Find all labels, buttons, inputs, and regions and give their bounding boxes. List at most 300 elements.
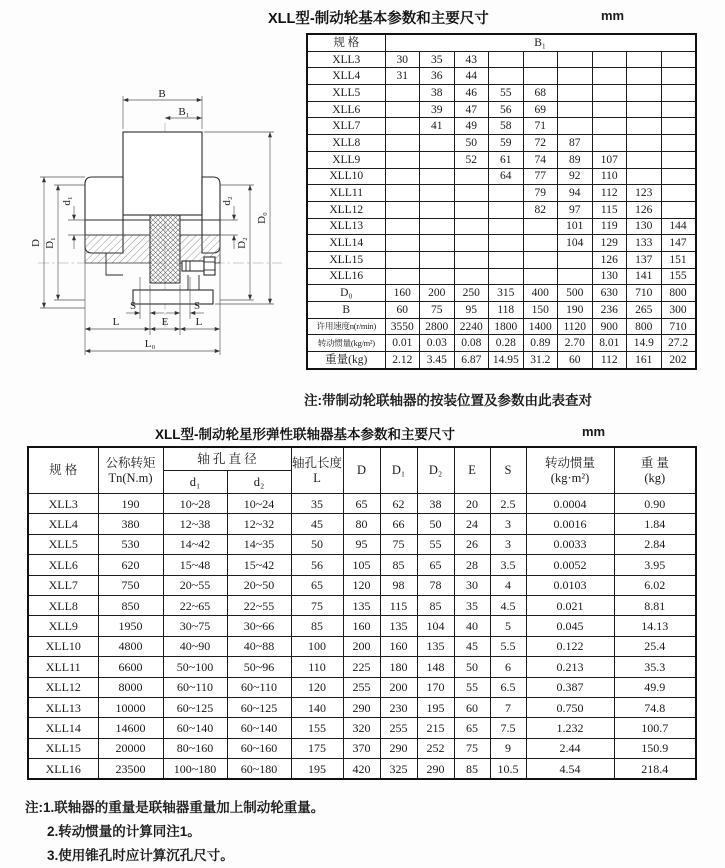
table1-row (307, 201, 696, 218)
t2-header-inertia-line2: (kg·m²) (550, 470, 590, 485)
table1-cell (489, 185, 524, 202)
dim-label-S-left: S (129, 300, 137, 312)
table1-cell (454, 268, 489, 285)
table1-cell (523, 251, 558, 268)
table2-cell: 6.5 (490, 677, 526, 697)
table2-cell: 0.0033 (526, 534, 614, 554)
table2-body (28, 494, 696, 780)
table2-cell: 115 (380, 595, 417, 615)
table1-cell: 50 (454, 135, 489, 152)
table2-cell: 14~35 (227, 534, 291, 554)
table1-cell (627, 51, 662, 68)
table2-cell: 105 (343, 555, 380, 575)
table1-row-label: B (307, 302, 385, 319)
table1-cell (523, 218, 558, 235)
elastic-element-section (150, 215, 180, 283)
table1-row (307, 235, 696, 252)
table1-row-label: XLL5 (307, 85, 385, 102)
table1-cell (661, 85, 696, 102)
table2-cell: 20~55 (163, 575, 227, 595)
table1-row-label: 重量(kg) (307, 352, 385, 369)
t2-header-D: D (343, 447, 380, 494)
t2-header-bore-length-line2: L (313, 470, 321, 485)
table2-cell: 66 (380, 514, 417, 534)
table2-cell: 200 (380, 677, 417, 697)
table1-unit-label: mm (601, 8, 625, 23)
table1-cell (489, 251, 524, 268)
table1-cell: 35 (420, 51, 455, 68)
table2-cell: 120 (291, 677, 343, 697)
table1-cell (661, 118, 696, 135)
table1-cell: 101 (558, 218, 593, 235)
t2-header-D1: D₁ (380, 447, 417, 494)
table2-cell: 100 (291, 636, 343, 656)
table2-cell: 255 (343, 677, 380, 697)
table1-cell (420, 235, 455, 252)
table1-cell: 800 (627, 318, 662, 335)
table2-cell: 218.4 (614, 759, 696, 780)
table1-cell (627, 68, 662, 85)
table1-cell: 38 (420, 85, 455, 102)
table2-cell: 325 (380, 759, 417, 780)
table2-cell: 5 (490, 616, 526, 636)
table2-cell: 38 (417, 494, 454, 514)
table2-row (28, 759, 696, 780)
table1-row (307, 68, 696, 85)
table1-cell: 160 (385, 285, 420, 302)
table2-cell: 22~55 (227, 595, 291, 615)
table1-cell: 77 (523, 168, 558, 185)
t2-header-S: S (490, 447, 526, 494)
table2-cell: 23500 (98, 759, 163, 780)
table2-cell: 0.387 (526, 677, 614, 697)
table1-cell: 2800 (420, 318, 455, 335)
table1-cell: 133 (627, 235, 662, 252)
table2-row (28, 657, 696, 677)
table1-cell (523, 268, 558, 285)
table2-cell: 15~42 (227, 555, 291, 575)
table1-cell (385, 251, 420, 268)
table2-cell: 135 (380, 616, 417, 636)
table1-cell (385, 235, 420, 252)
table2-cell: 0.045 (526, 616, 614, 636)
table1-cell: 126 (592, 251, 627, 268)
table1-cell (558, 101, 593, 118)
table1-cell (385, 151, 420, 168)
table1-cell: 31 (385, 68, 420, 85)
table2-cell: 215 (417, 718, 454, 738)
table1-cell (661, 151, 696, 168)
table2-cell: 4.54 (526, 759, 614, 780)
table2-unit-label: mm (582, 424, 606, 439)
footnote-1: 注:1.联轴器的重量是联轴器重量加上制动轮重量。 (25, 800, 325, 815)
table2-cell: 750 (98, 575, 163, 595)
table1-cell: 710 (627, 285, 662, 302)
dim-label-d1: d₁ (61, 196, 73, 206)
table2-cell: 50 (291, 534, 343, 554)
table1-cell: 92 (558, 168, 593, 185)
table2-cell: 0.122 (526, 636, 614, 656)
table1-cell: 0.08 (454, 335, 489, 352)
table2-cell: 85 (291, 616, 343, 636)
table1-cell (592, 68, 627, 85)
table1-row (307, 135, 696, 152)
table1-row-label: 许用速度n(r/min) (307, 318, 385, 335)
table1-cell: 41 (420, 118, 455, 135)
footnotes (25, 796, 324, 868)
table2-cell: 160 (343, 616, 380, 636)
dim-label-E: E (161, 316, 169, 328)
table1-cell: 79 (523, 185, 558, 202)
table2-cell: 6 (490, 657, 526, 677)
table1-cell: 6.87 (454, 352, 489, 369)
table1-cell (385, 118, 420, 135)
t2-header-inertia-line1: 转动惯量 (545, 455, 596, 470)
table2-row (28, 738, 696, 758)
table2-cell: 10~28 (163, 494, 227, 514)
table1-cell: 61 (489, 151, 524, 168)
table1-cell: 89 (558, 151, 593, 168)
table2-row-spec: XLL7 (28, 575, 98, 595)
table2-cell: 60~110 (227, 677, 291, 697)
table1-row (307, 285, 696, 302)
table1-cell: 49 (454, 118, 489, 135)
table2-cell: 9 (490, 738, 526, 758)
table1-cell (558, 118, 593, 135)
table1-row (307, 51, 696, 68)
table1-cell: 151 (661, 251, 696, 268)
table2-row-spec: XLL9 (28, 616, 98, 636)
dim-label-D1: D₁ (44, 237, 56, 249)
table1-cell: 55 (489, 85, 524, 102)
table1-cell (627, 151, 662, 168)
table1-cell (627, 135, 662, 152)
table2-cell: 65 (417, 555, 454, 575)
table1-cell (661, 101, 696, 118)
table2-cell: 12~38 (163, 514, 227, 534)
table1-cell: 69 (523, 101, 558, 118)
table2-cell: 40~90 (163, 636, 227, 656)
table1-cell: 74 (523, 151, 558, 168)
table2-cell: 65 (343, 494, 380, 514)
table2-cell: 78 (417, 575, 454, 595)
table2-cell: 620 (98, 555, 163, 575)
dim-label-D: D (30, 239, 42, 247)
table2-cell: 50~96 (227, 657, 291, 677)
table1-cell: 1800 (489, 318, 524, 335)
table1-cell: 0.01 (385, 335, 420, 352)
table2-cell: 30 (454, 575, 490, 595)
table2-cell: 195 (291, 759, 343, 780)
table1-cell (523, 51, 558, 68)
table2-cell: 12~32 (227, 514, 291, 534)
table1-cell (385, 218, 420, 235)
table1-cell: 126 (627, 201, 662, 218)
table2-cell: 85 (380, 555, 417, 575)
table1-cell (523, 68, 558, 85)
table1-cell (454, 185, 489, 202)
table1-cell: 800 (661, 285, 696, 302)
table1-cell: 400 (523, 285, 558, 302)
table1-row (307, 318, 696, 335)
table1-cell (627, 168, 662, 185)
table2-cell: 290 (417, 759, 454, 780)
table1-cell (661, 51, 696, 68)
table2-cell: 98 (380, 575, 417, 595)
table1-cell: 68 (523, 85, 558, 102)
table2-row (28, 595, 696, 615)
table2-cell: 135 (343, 595, 380, 615)
t2-header-bore-length-line1: 轴孔长度 (292, 455, 343, 470)
table2-row-spec: XLL11 (28, 657, 98, 677)
table1-cell: 75 (420, 302, 455, 319)
table1-cell: 200 (420, 285, 455, 302)
bolt-head (204, 257, 215, 275)
table1-cell (627, 118, 662, 135)
table1-cell: 137 (627, 251, 662, 268)
table2-cell: 170 (417, 677, 454, 697)
table2-row (28, 555, 696, 575)
footnote-3: 3.使用锥孔时应计算沉孔尺寸。 (47, 848, 234, 863)
table2-cell: 95 (343, 534, 380, 554)
table2-cell: 140 (291, 697, 343, 717)
table1-row (307, 302, 696, 319)
table2-cell: 0.0103 (526, 575, 614, 595)
table1-body (307, 51, 696, 369)
table1-row-label: XLL16 (307, 268, 385, 285)
table1-row (307, 118, 696, 135)
table1-row-label: XLL15 (307, 251, 385, 268)
table2-cell: 380 (98, 514, 163, 534)
table2-cell: 225 (343, 657, 380, 677)
table2-title: XLL型-制动轮星形弹性联轴器基本参数和主要尺寸 (155, 427, 455, 442)
drum-bottom-rim (133, 290, 213, 304)
table1-cell: 202 (661, 352, 696, 369)
table2-cell: 160 (380, 636, 417, 656)
t2-header-spec: 规 格 (28, 447, 98, 494)
table1-cell: 36 (420, 68, 455, 85)
table1-cell (420, 168, 455, 185)
table1-row (307, 151, 696, 168)
left-hub-section-hatch (85, 235, 150, 263)
table1-cell (385, 135, 420, 152)
table2-cell: 252 (417, 738, 454, 758)
table2-cell: 50 (417, 514, 454, 534)
table2-cell: 190 (98, 494, 163, 514)
table2-cell: 3 (490, 514, 526, 534)
table2-cell: 14600 (98, 718, 163, 738)
table2-cell: 85 (417, 595, 454, 615)
t2-header-E: E (454, 447, 490, 494)
table1-row-label: XLL7 (307, 118, 385, 135)
table2-cell: 60~180 (227, 759, 291, 780)
table1-cell: 71 (523, 118, 558, 135)
table1-cell (592, 101, 627, 118)
table1-cell: 60 (385, 302, 420, 319)
table2-cell: 1950 (98, 616, 163, 636)
bolt-shaft (182, 261, 204, 271)
table2-cell: 60~110 (163, 677, 227, 697)
t2-header-weight-line2: (kg) (644, 470, 666, 485)
table2-cell: 35 (291, 494, 343, 514)
table1-cell (661, 168, 696, 185)
table2-cell: 20 (454, 494, 490, 514)
table2-cell: 35.3 (614, 657, 696, 677)
table2-cell: 60~140 (227, 718, 291, 738)
table2-row (28, 697, 696, 717)
table1-cell: 2.70 (558, 335, 593, 352)
table1-row (307, 185, 696, 202)
table1-cell (558, 51, 593, 68)
table1-cell: 123 (627, 185, 662, 202)
table1-cell (592, 51, 627, 68)
table1-cell: 300 (661, 302, 696, 319)
table1-cell: 52 (454, 151, 489, 168)
table1-cell (558, 85, 593, 102)
table1-cell (489, 218, 524, 235)
t2-header-D2: D₂ (417, 447, 454, 494)
brake-wheel-table (306, 33, 697, 370)
table1-cell: 130 (592, 268, 627, 285)
table2-row-spec: XLL13 (28, 697, 98, 717)
dim-label-L0: L₀ (144, 338, 156, 350)
t2-header-weight-line1: 重 量 (640, 455, 669, 470)
table1-cell (592, 85, 627, 102)
table1-cell (489, 68, 524, 85)
table1-cell (661, 201, 696, 218)
table2-cell: 40~88 (227, 636, 291, 656)
table1-cell: 0.89 (523, 335, 558, 352)
table2-row-spec: XLL3 (28, 494, 98, 514)
table1-row (307, 352, 696, 369)
table2-cell: 56 (291, 555, 343, 575)
table1-cell (592, 135, 627, 152)
table2-cell: 8000 (98, 677, 163, 697)
table1-row (307, 335, 696, 352)
table2-row (28, 616, 696, 636)
table2-cell: 0.021 (526, 595, 614, 615)
table2-cell: 0.0004 (526, 494, 614, 514)
table2-cell: 180 (380, 657, 417, 677)
table1-cell: 94 (558, 185, 593, 202)
table2-cell: 65 (291, 575, 343, 595)
table2-cell: 20000 (98, 738, 163, 758)
table1-row (307, 85, 696, 102)
table2-cell: 3.95 (614, 555, 696, 575)
table1-row-label: XLL8 (307, 135, 385, 152)
table2-cell: 80 (343, 514, 380, 534)
t2-header-d2: d₂ (227, 471, 291, 494)
table1-cell (420, 251, 455, 268)
table1-spec-header: 规 格 (307, 34, 385, 51)
table2-cell: 75 (291, 595, 343, 615)
table1-cell: 110 (592, 168, 627, 185)
table1-cell (385, 268, 420, 285)
table2-row-spec: XLL12 (28, 677, 98, 697)
table1-cell (558, 268, 593, 285)
table2-cell: 120 (343, 575, 380, 595)
table2-cell: 3 (490, 534, 526, 554)
table1-cell (420, 201, 455, 218)
table2-cell: 0.0052 (526, 555, 614, 575)
table1-cell (627, 101, 662, 118)
table2-cell: 1.84 (614, 514, 696, 534)
table2-cell: 35 (454, 595, 490, 615)
table1-cell (592, 118, 627, 135)
table1-cell (420, 185, 455, 202)
t2-header-torque-line1: 公称转矩 (105, 455, 156, 470)
table1-cell (454, 218, 489, 235)
dim-label-L-right: L (195, 316, 203, 328)
table2-cell: 10000 (98, 697, 163, 717)
table1-title: XLL型-制动轮基本参数和主要尺寸 (268, 11, 489, 27)
table2-cell: 26 (454, 534, 490, 554)
table1-row-label: XLL6 (307, 101, 385, 118)
table1-cell: 1400 (523, 318, 558, 335)
table2-cell: 15~48 (163, 555, 227, 575)
table2-row (28, 514, 696, 534)
table1-cell: 0.03 (420, 335, 455, 352)
table1-cell (661, 185, 696, 202)
table1-cell: 265 (627, 302, 662, 319)
table1-cell (489, 268, 524, 285)
t2-header-inertia (526, 447, 614, 494)
table2-cell: 30~75 (163, 616, 227, 636)
table1-cell: 315 (489, 285, 524, 302)
table2-cell: 2.44 (526, 738, 614, 758)
table1-cell: 112 (592, 352, 627, 369)
table1-cell (454, 201, 489, 218)
table2-cell: 10~24 (227, 494, 291, 514)
table1-cell (454, 251, 489, 268)
table1-cell: 8.01 (592, 335, 627, 352)
table1-cell: 1120 (558, 318, 593, 335)
table1-cell (385, 185, 420, 202)
table1-cell: 141 (627, 268, 662, 285)
table1-row (307, 101, 696, 118)
table1-cell: 150 (523, 302, 558, 319)
table2-cell: 20~50 (227, 575, 291, 595)
table1-cell: 107 (592, 151, 627, 168)
table1-cell: 2.12 (385, 352, 420, 369)
table1-cell: 46 (454, 85, 489, 102)
table1-cell: 44 (454, 68, 489, 85)
table2-row (28, 677, 696, 697)
table2-cell: 10.5 (490, 759, 526, 780)
coupling-table (27, 446, 697, 780)
table2-cell: 62 (380, 494, 417, 514)
table1-cell: 236 (592, 302, 627, 319)
table2-cell: 60~160 (227, 738, 291, 758)
table2-cell: 75 (454, 738, 490, 758)
table1-row-label: XLL10 (307, 168, 385, 185)
table1-cell: 31.2 (523, 352, 558, 369)
table1-row-label: XLL9 (307, 151, 385, 168)
table2-row-spec: XLL10 (28, 636, 98, 656)
table1-header-row (307, 34, 696, 51)
dim-label-D0: D₀ (256, 212, 268, 224)
dim-label-D2: D₂ (236, 237, 248, 249)
table2-cell: 6600 (98, 657, 163, 677)
t2-header-torque (98, 447, 163, 494)
table2-cell: 200 (343, 636, 380, 656)
table2-cell: 370 (343, 738, 380, 758)
table1-cell (420, 135, 455, 152)
table2-cell: 100~180 (163, 759, 227, 780)
table1-note: 注:带制动轮联轴器的按装位置及参数由此表查对 (304, 393, 592, 408)
table2-row (28, 534, 696, 554)
table1-cell (385, 201, 420, 218)
